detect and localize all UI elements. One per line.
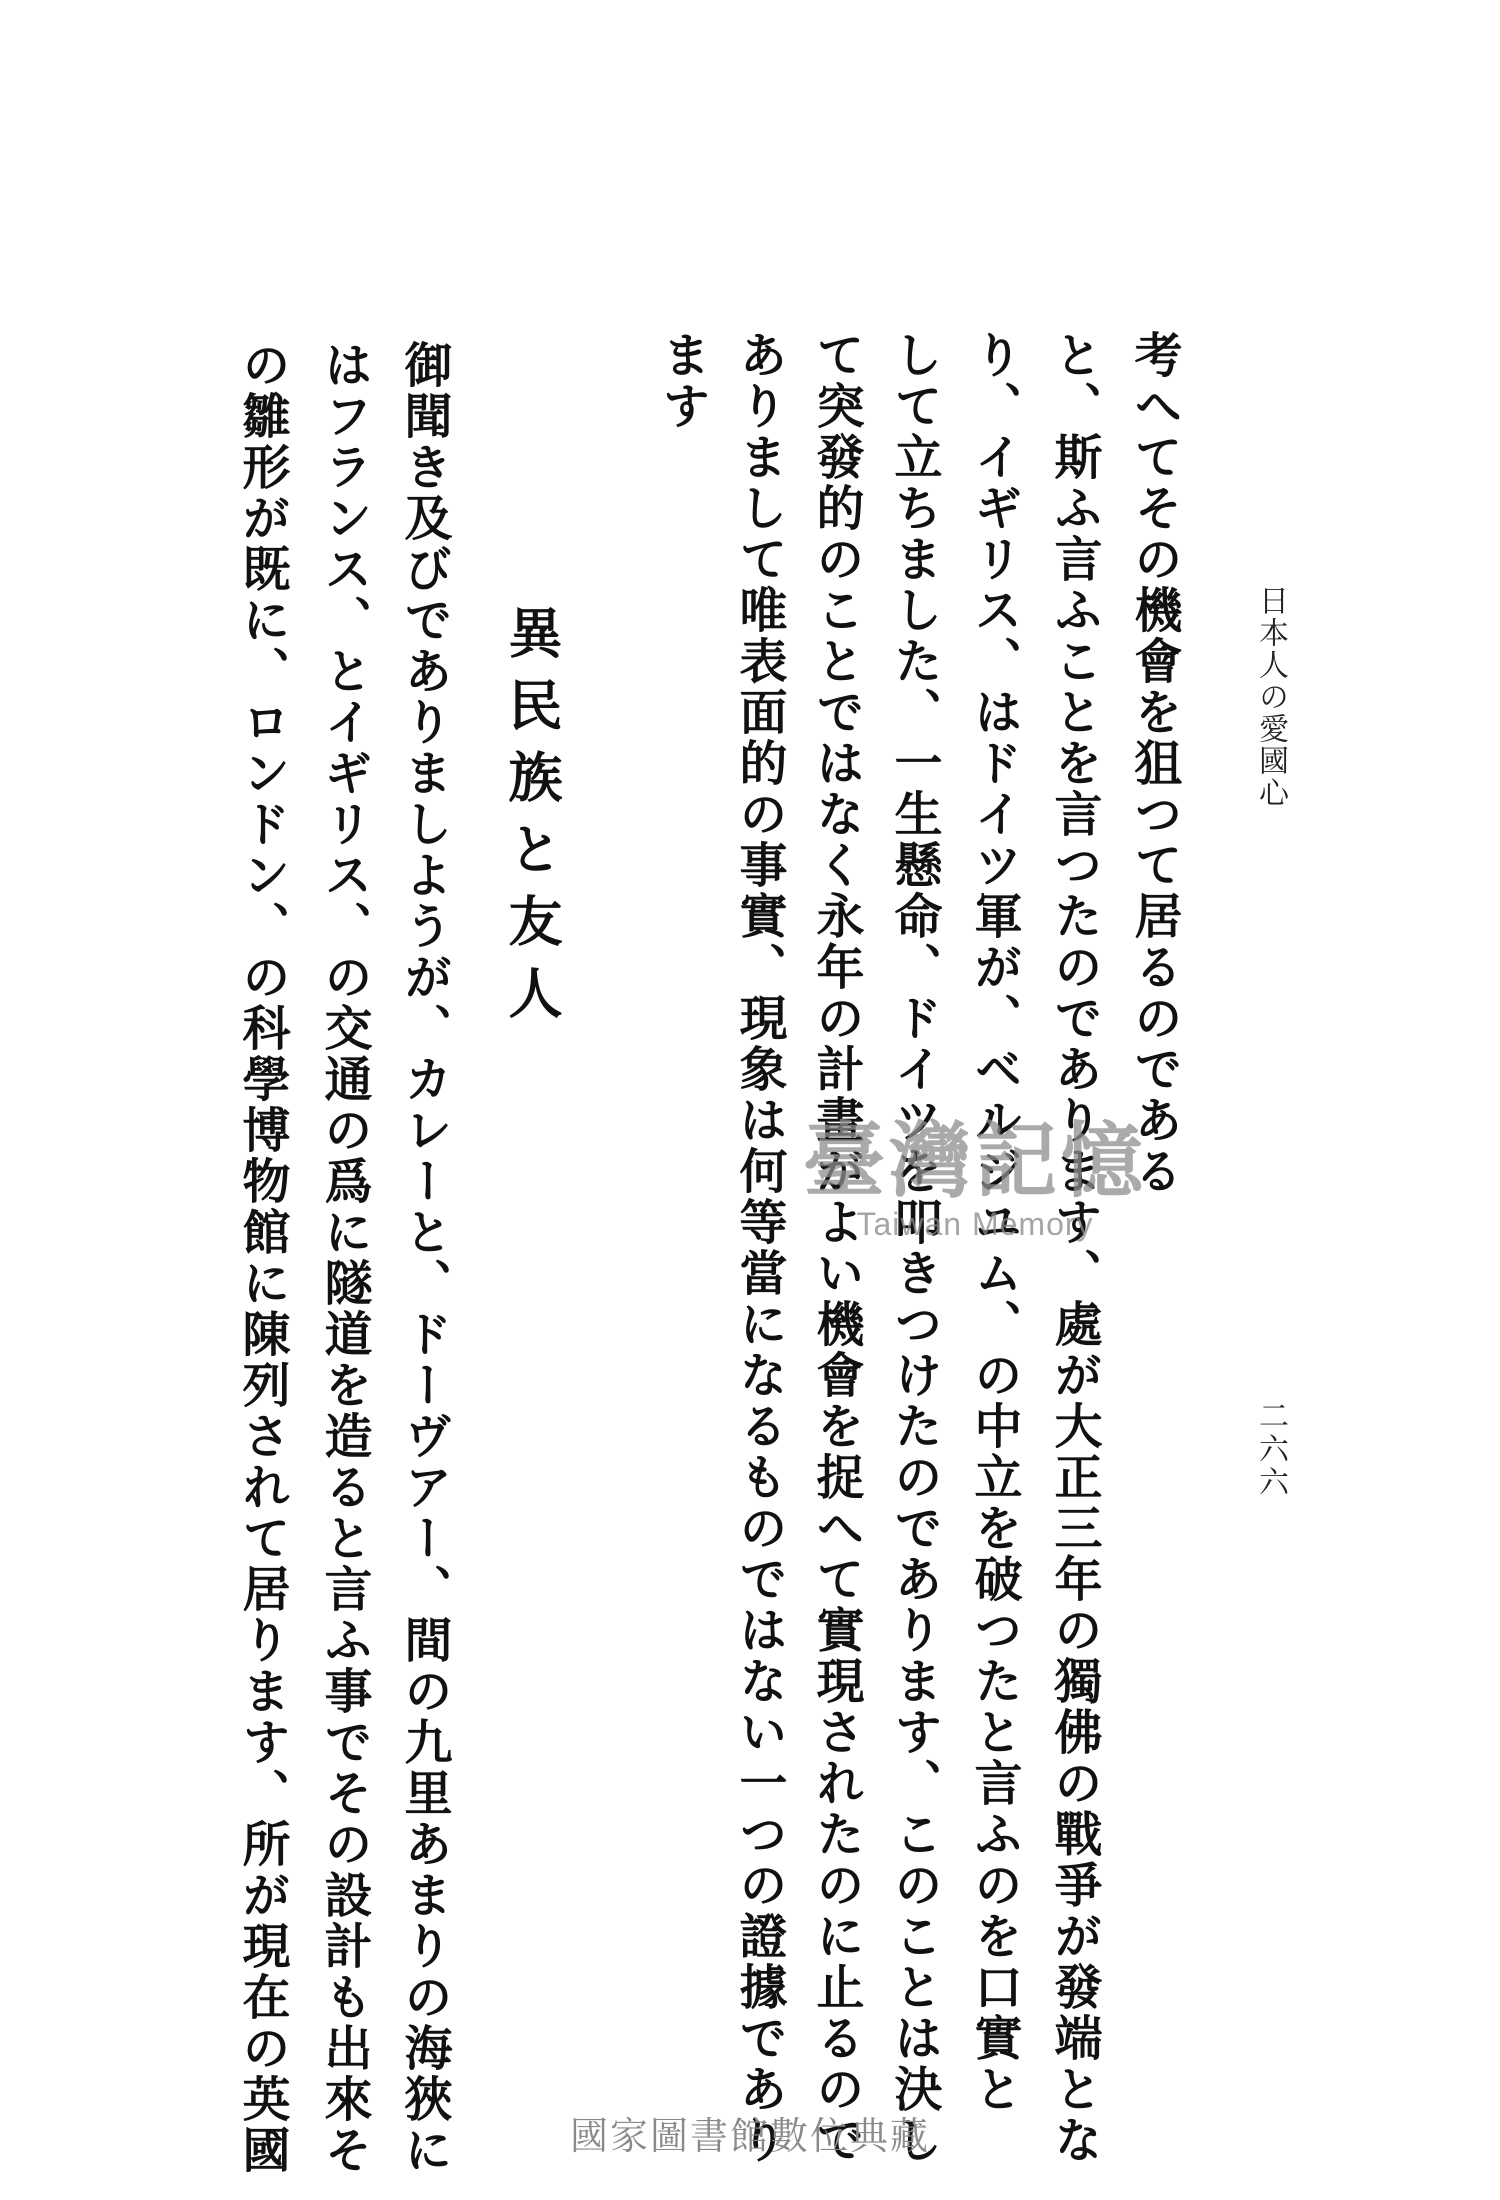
text-column: して立ちました、一生懸命、ドイツを叩きつけたのであります、このことは決し [886, 330, 942, 2166]
text-column: ありまして唯表面的の事實、現象は何等當になるものではない一つの證據であり [731, 330, 787, 2166]
watermark-english-text: Taiwan Memory [856, 1206, 1094, 1242]
text-column: の雛形が既に、ロンドン、の科學博物館に陳列されて居ります、所が現在の英國 [234, 340, 290, 2176]
text-column: と、斯ふ言ふことを言つたのであります、處が大正三年の獨佛の戰爭が發端とな [1046, 330, 1102, 2166]
text-column: て突發的のことではなく永年の計畫がよい機會を捉へて實現されたのに止るので [808, 330, 864, 2166]
text-column: ます [654, 330, 710, 432]
text-column: はフランス、とイギリス、の交通の爲に隧道を造ると言ふ事でその設計も出來そ [316, 340, 372, 2176]
page-number: 二六六 [1253, 1400, 1288, 1499]
section-heading: 異民族と友人 [500, 605, 564, 1037]
taiwan-memory-watermark [740, 1113, 1210, 1270]
text-column: り、イギリス、はドイツ軍が、ベルジユム、の中立を破つたと言ふのを口實と [966, 330, 1022, 2115]
watermark-chinese-text: 臺灣記憶 [802, 1113, 1147, 1209]
text-column: 御聞き及びでありましようが、カレーと、ドーヴアー、間の九里あまりの海狹に [396, 340, 452, 2176]
running-header-title: 日本人の愛國心 [1253, 585, 1288, 809]
footer-collection-label: 國家圖書館數位典藏 [569, 2114, 930, 2158]
text-column: 考へてその機會を狙つて居るのである [1126, 330, 1182, 1197]
